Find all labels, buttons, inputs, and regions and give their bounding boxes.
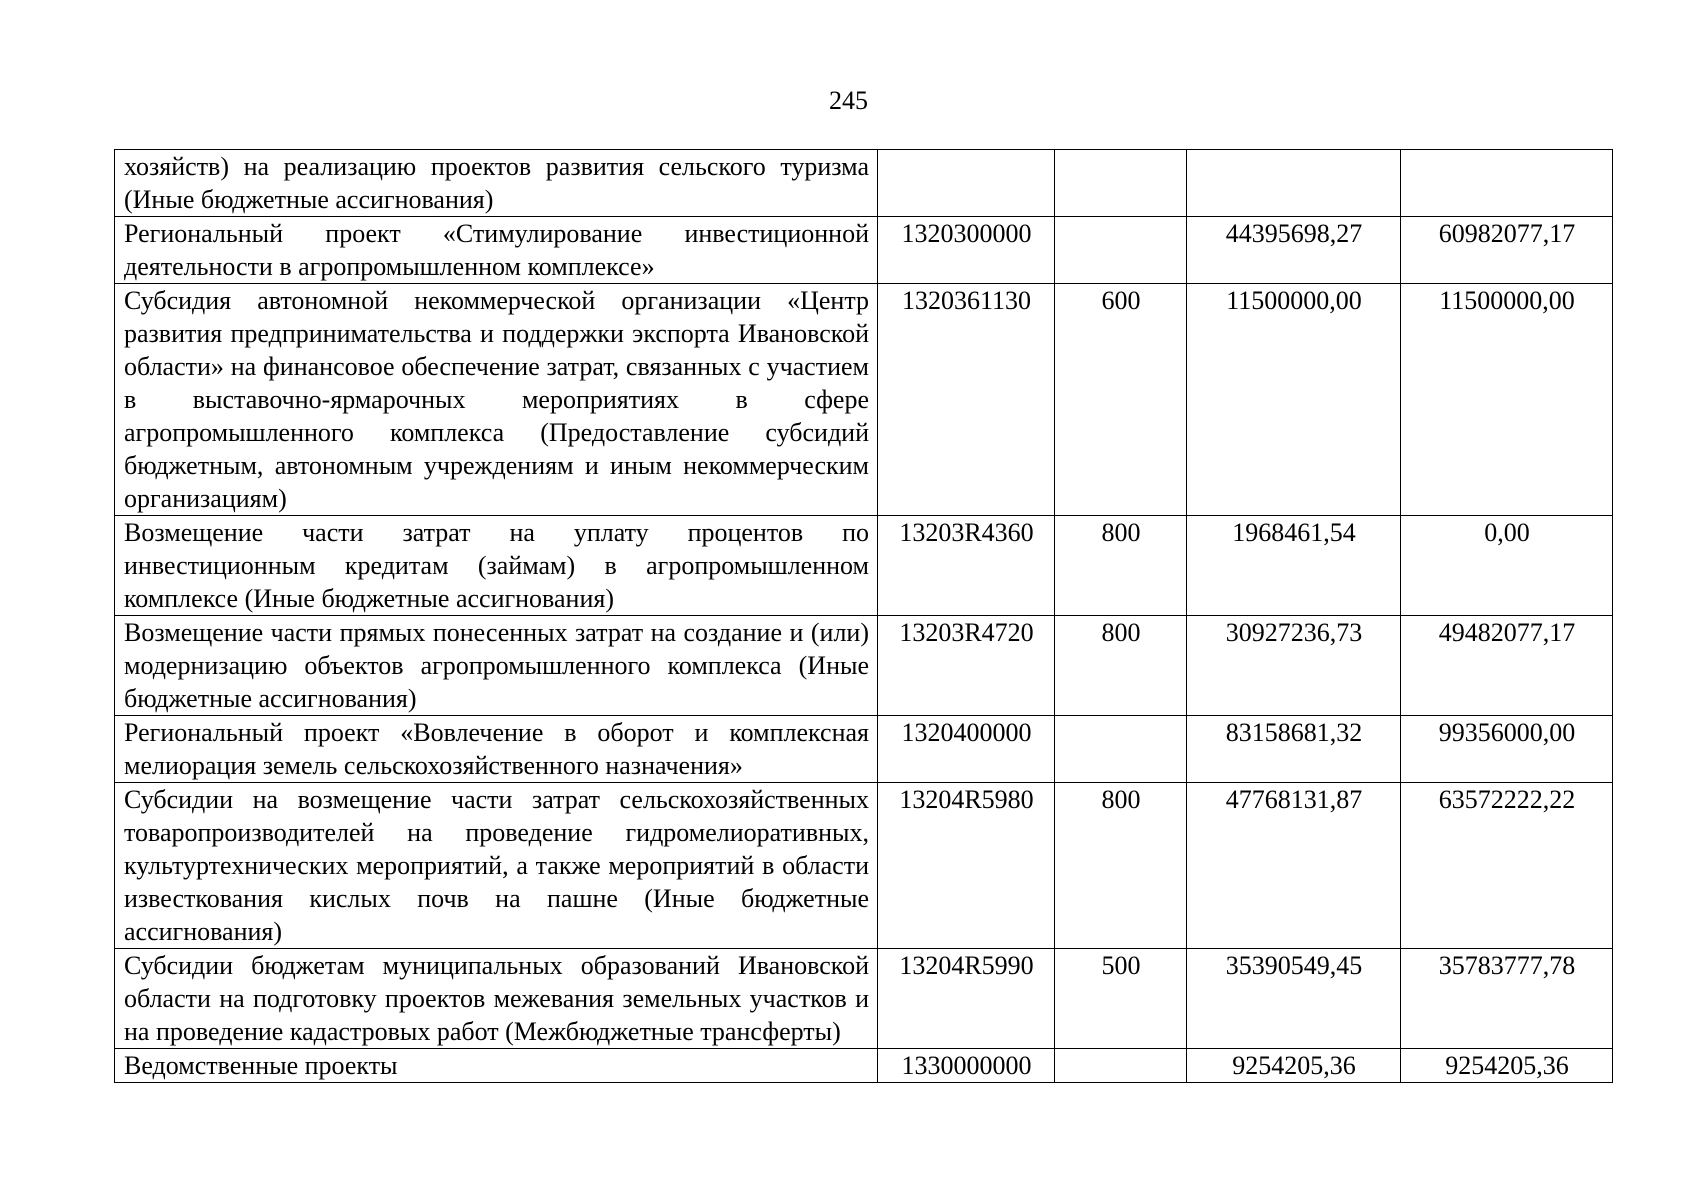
row-expense-type	[1055, 716, 1187, 783]
row-target-code: 1320300000	[878, 217, 1055, 284]
row-amount-2: 49482077,17	[1401, 616, 1613, 716]
row-expense-type: 500	[1055, 949, 1187, 1049]
row-amount-2	[1401, 150, 1613, 217]
row-expense-type	[1055, 150, 1187, 217]
table-row	[115, 616, 1613, 716]
row-description: Возмещение части прямых понесенных затрат на создание и (или) модернизацию объектов агропромышленного комплекса (Иные бюджетные ассигнования)	[115, 616, 878, 716]
row-description: Региональный проект «Стимулирование инвестиционной деятельности в агропромышленном комплексе»	[115, 217, 878, 284]
row-description: Субсидии бюджетам муниципальных образований Ивановской области на подготовку проектов межевания земельных участков и на проведение кадастровых работ (Межбюджетные трансферты)	[115, 949, 878, 1049]
row-expense-type	[1055, 217, 1187, 284]
row-amount-1: 83158681,32	[1187, 716, 1401, 783]
row-amount-1: 1968461,54	[1187, 516, 1401, 616]
row-amount-2: 99356000,00	[1401, 716, 1613, 783]
row-expense-type: 800	[1055, 783, 1187, 949]
row-target-code: 13203R4720	[878, 616, 1055, 716]
row-expense-type	[1055, 1049, 1187, 1083]
row-amount-1: 44395698,27	[1187, 217, 1401, 284]
row-amount-1: 11500000,00	[1187, 284, 1401, 516]
row-description: Региональный проект «Вовлечение в оборот и комплексная мелиорация земель сельскохозяйственного назначения»	[115, 716, 878, 783]
row-target-code: 13203R4360	[878, 516, 1055, 616]
row-expense-type: 600	[1055, 284, 1187, 516]
row-target-code	[878, 150, 1055, 217]
table-row	[115, 284, 1613, 516]
row-description: Ведомственные проекты	[115, 1049, 878, 1083]
row-amount-1: 47768131,87	[1187, 783, 1401, 949]
row-target-code: 1330000000	[878, 1049, 1055, 1083]
table-row	[115, 716, 1613, 783]
table-row	[115, 516, 1613, 616]
row-amount-2: 35783777,78	[1401, 949, 1613, 1049]
row-description: Возмещение части затрат на уплату процентов по инвестиционным кредитам (займам) в агропромышленном комплексе (Иные бюджетные ассигнования)	[115, 516, 878, 616]
row-target-code: 1320400000	[878, 716, 1055, 783]
row-amount-1: 9254205,36	[1187, 1049, 1401, 1083]
row-amount-2: 60982077,17	[1401, 217, 1613, 284]
row-target-code: 13204R5990	[878, 949, 1055, 1049]
row-description: Субсидии на возмещение части затрат сельскохозяйственных товаропроизводителей на проведение гидромелиоративных, культуртехнических мероприятий, а также мероприятий в области известкования кислых почв на пашне (Иные бюджетные ассигнования)	[115, 783, 878, 949]
table-row	[115, 1049, 1613, 1083]
row-amount-2: 63572222,22	[1401, 783, 1613, 949]
table-row	[115, 217, 1613, 284]
table-row	[115, 949, 1613, 1049]
row-amount-2: 9254205,36	[1401, 1049, 1613, 1083]
row-description: хозяйств) на реализацию проектов развития сельского туризма (Иные бюджетные ассигнования)	[115, 150, 878, 217]
page-number: 245	[829, 86, 868, 115]
row-expense-type: 800	[1055, 616, 1187, 716]
row-expense-type: 800	[1055, 516, 1187, 616]
row-amount-1: 30927236,73	[1187, 616, 1401, 716]
row-description: Субсидия автономной некоммерческой организации «Центр развития предпринимательства и поддержки экспорта Ивановской области» на финансовое обеспечение затрат, связанных с участием в выставочно-ярмарочных мероприятиях в сфере агропромышленного комплекса (Предоставление субсидий бюджетным, автономным учреждениям и иным некоммерческим организациям)	[115, 284, 878, 516]
budget-table	[114, 149, 1613, 1083]
table-row	[115, 150, 1613, 217]
row-target-code: 13204R5980	[878, 783, 1055, 949]
row-amount-2: 0,00	[1401, 516, 1613, 616]
row-amount-1: 35390549,45	[1187, 949, 1401, 1049]
row-amount-1	[1187, 150, 1401, 217]
row-target-code: 1320361130	[878, 284, 1055, 516]
row-amount-2: 11500000,00	[1401, 284, 1613, 516]
table-row	[115, 783, 1613, 949]
